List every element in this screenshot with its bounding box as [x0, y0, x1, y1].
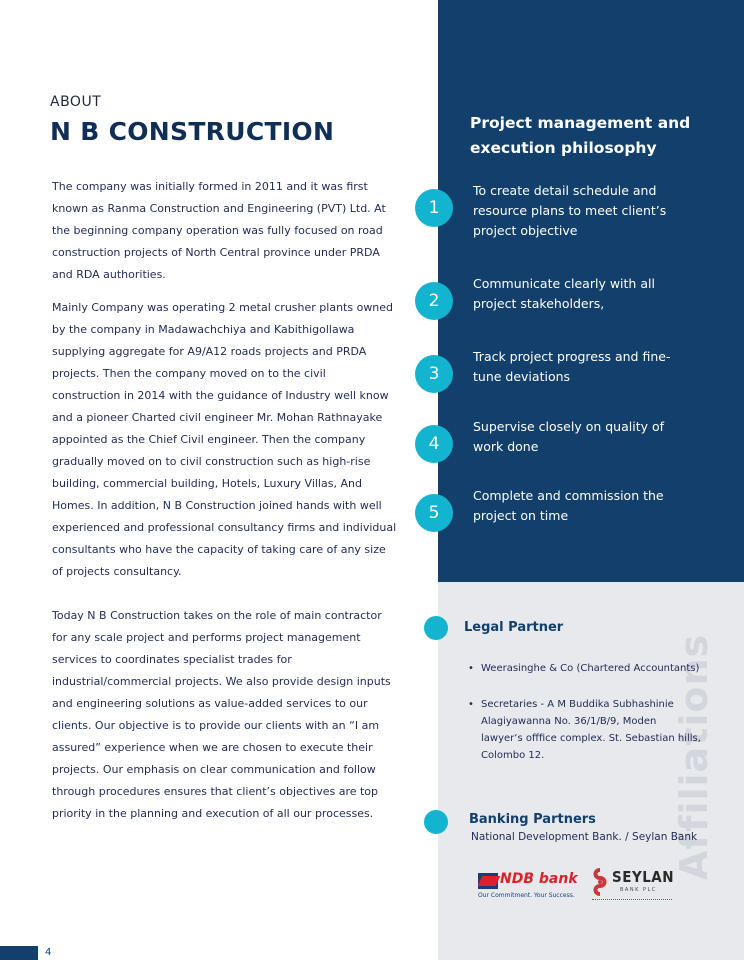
- page-number: 4: [45, 947, 52, 958]
- seylan-motto-line: [592, 899, 672, 902]
- banks-line: National Development Bank. / Seylan Bank: [471, 831, 698, 843]
- section-eyebrow: ABOUT: [50, 94, 102, 110]
- step-text: Communicate clearly with all project stakeholders,: [473, 276, 655, 311]
- seylan-bank-logo: [592, 866, 675, 906]
- step-number: 4: [415, 425, 453, 463]
- banking-partners-heading: Banking Partners: [469, 812, 596, 827]
- step-text: Complete and commission the project on time: [473, 488, 664, 523]
- bullet-icon: •: [468, 663, 474, 674]
- ndb-bank-logo: [478, 868, 576, 904]
- affiliations-watermark: Affiliations: [672, 633, 716, 880]
- paragraph-operations: Mainly Company was operating 2 metal crusher plants owned by the company in Madawachchiya and Kabithigollawa supplying aggregate for A9/A12 roads projects and PRDA projects. Then the company moved on to the civil construction in 2014 with the guidance of Industry well know and a pioneer Charted civil engineer Mr. Mohan Rathnayake appointed as the Chief Civil engineer. Then the company gradually moved on to civil construction such as high-rise building, commercial building, Hotels, Luxury Villas, And Homes. In addition, N B Construction joined hands with well experienced and professional consultancy firms and individual consultants who have the capacity of taking care of any size of projects consultancy.: [52, 301, 397, 578]
- legal-item-text: Weerasinghe & Co (Chartered Accountants): [481, 663, 700, 674]
- step-text: Supervise closely on quality of work done: [473, 419, 665, 454]
- legal-item-text: Secretaries - A M Buddika Subhashinie Alagiyawanna No. 36/1/B/9, Moden lawyer’s offfice complex. St. Sebastian hills, Colombo 12.: [481, 699, 701, 761]
- step-number: 2: [415, 282, 453, 320]
- step-number: 5: [415, 494, 453, 532]
- paragraph-history: The company was initially formed in 2011 and it was first known as Ranma Construction and Engineering (PVT) Ltd. At the beginning company operation was fully focused on road construction projects of North Central province under PRDA and RDA authorities.: [52, 180, 386, 281]
- step-text: Track project progress and fine-tune deviations: [473, 349, 671, 384]
- page-title: N B CONSTRUCTION: [50, 117, 335, 146]
- footer-bar: [0, 946, 38, 960]
- ndb-logo-name: NDB bank: [500, 871, 578, 887]
- seylan-logo-name: SEYLAN: [612, 868, 675, 886]
- legal-partner-heading: Legal Partner: [464, 620, 564, 635]
- philosophy-title: Project management and execution philosophy: [470, 114, 691, 157]
- paragraph-today: Today N B Construction takes on the role of main contractor for any scale project and performs project management services to coordinates specialist trades for industrial/commercial projects. We also provide design inputs and engineering solutions as value-added services to our clients. Our objective is to provide our clients with an “I am assured” experience when we are chosen to execute their projects. Our emphasis on clear communication and follow through procedures ensures that client’s objectives are top priority in the planning and execution of all our processes.: [52, 609, 391, 820]
- bullet-icon: •: [468, 699, 474, 710]
- banking-dot-icon: [424, 810, 448, 834]
- step-number: 3: [415, 355, 453, 393]
- legal-dot-icon: [424, 616, 448, 640]
- seylan-emblem-icon: [592, 868, 608, 896]
- ndb-logo-tagline: Our Commitment. Your Success.: [478, 892, 575, 899]
- seylan-logo-sub: BANK PLC: [620, 887, 657, 893]
- step-text: To create detail schedule and resource plans to meet client’s project objective: [473, 183, 667, 238]
- step-number: 1: [415, 189, 453, 227]
